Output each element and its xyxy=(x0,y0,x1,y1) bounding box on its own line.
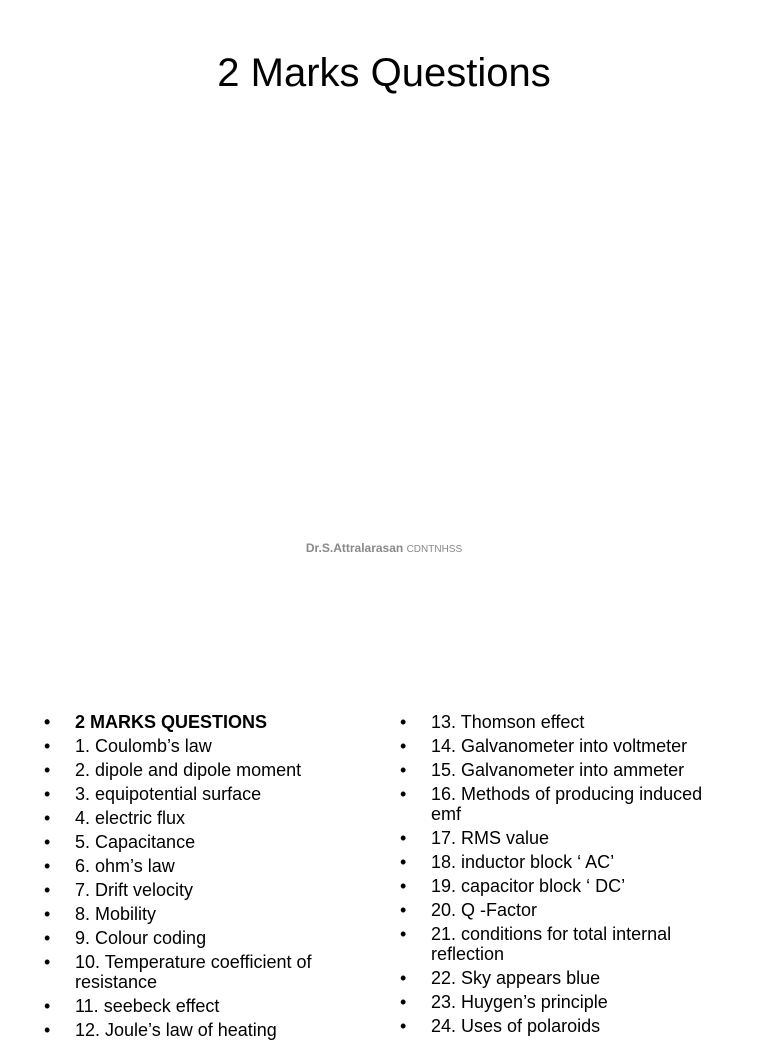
list-item: • 6. ohm’s law xyxy=(44,856,344,876)
list-item: • 10. Temperature coefficient of resistance xyxy=(44,952,344,992)
list-item: • 21. conditions for total internal reflection xyxy=(400,924,730,964)
list-item: • 16. Methods of producing induced emf xyxy=(400,784,730,824)
list-item: • 15. Galvanometer into ammeter xyxy=(400,760,730,780)
list-item: • 14. Galvanometer into voltmeter xyxy=(400,736,730,756)
list-item: • 8. Mobility xyxy=(44,904,344,924)
list-item: • 18. inductor block ‘ AC’ xyxy=(400,852,730,872)
list-item: • 2. dipole and dipole moment xyxy=(44,760,344,780)
list-item: • 23. Huygen’s principle xyxy=(400,992,730,1012)
list-item: • 3. equipotential surface xyxy=(44,784,344,804)
questions-list-right xyxy=(400,712,730,1040)
questions-slide xyxy=(0,700,768,1040)
list-item: • 1. Coulomb’s law xyxy=(44,736,344,756)
slide-title: 2 Marks Questions xyxy=(217,51,551,95)
list-item: • 24. Uses of polaroids xyxy=(400,1016,730,1036)
author-organization: CDNTNHSS xyxy=(406,544,463,555)
questions-list-left xyxy=(44,712,344,1044)
list-item: • 5. Capacitance xyxy=(44,832,344,852)
list-item: • 4. electric flux xyxy=(44,808,344,828)
list-item: • 11. seebeck effect xyxy=(44,996,344,1016)
list-item: • 7. Drift velocity xyxy=(44,880,344,900)
list-item: • 9. Colour coding xyxy=(44,928,344,948)
slide-footer xyxy=(0,541,768,555)
list-item: • 13. Thomson effect xyxy=(400,712,730,732)
list-heading: • 2 MARKS QUESTIONS xyxy=(44,712,344,732)
list-item: • 19. capacitor block ‘ DC’ xyxy=(400,876,730,896)
list-item: • 17. RMS value xyxy=(400,828,730,848)
author-name: Dr.S.Attralarasan xyxy=(305,541,404,555)
list-item: • 22. Sky appears blue xyxy=(400,968,730,988)
list-item: • 20. Q -Factor xyxy=(400,900,730,920)
list-item: • 12. Joule’s law of heating xyxy=(44,1020,344,1040)
